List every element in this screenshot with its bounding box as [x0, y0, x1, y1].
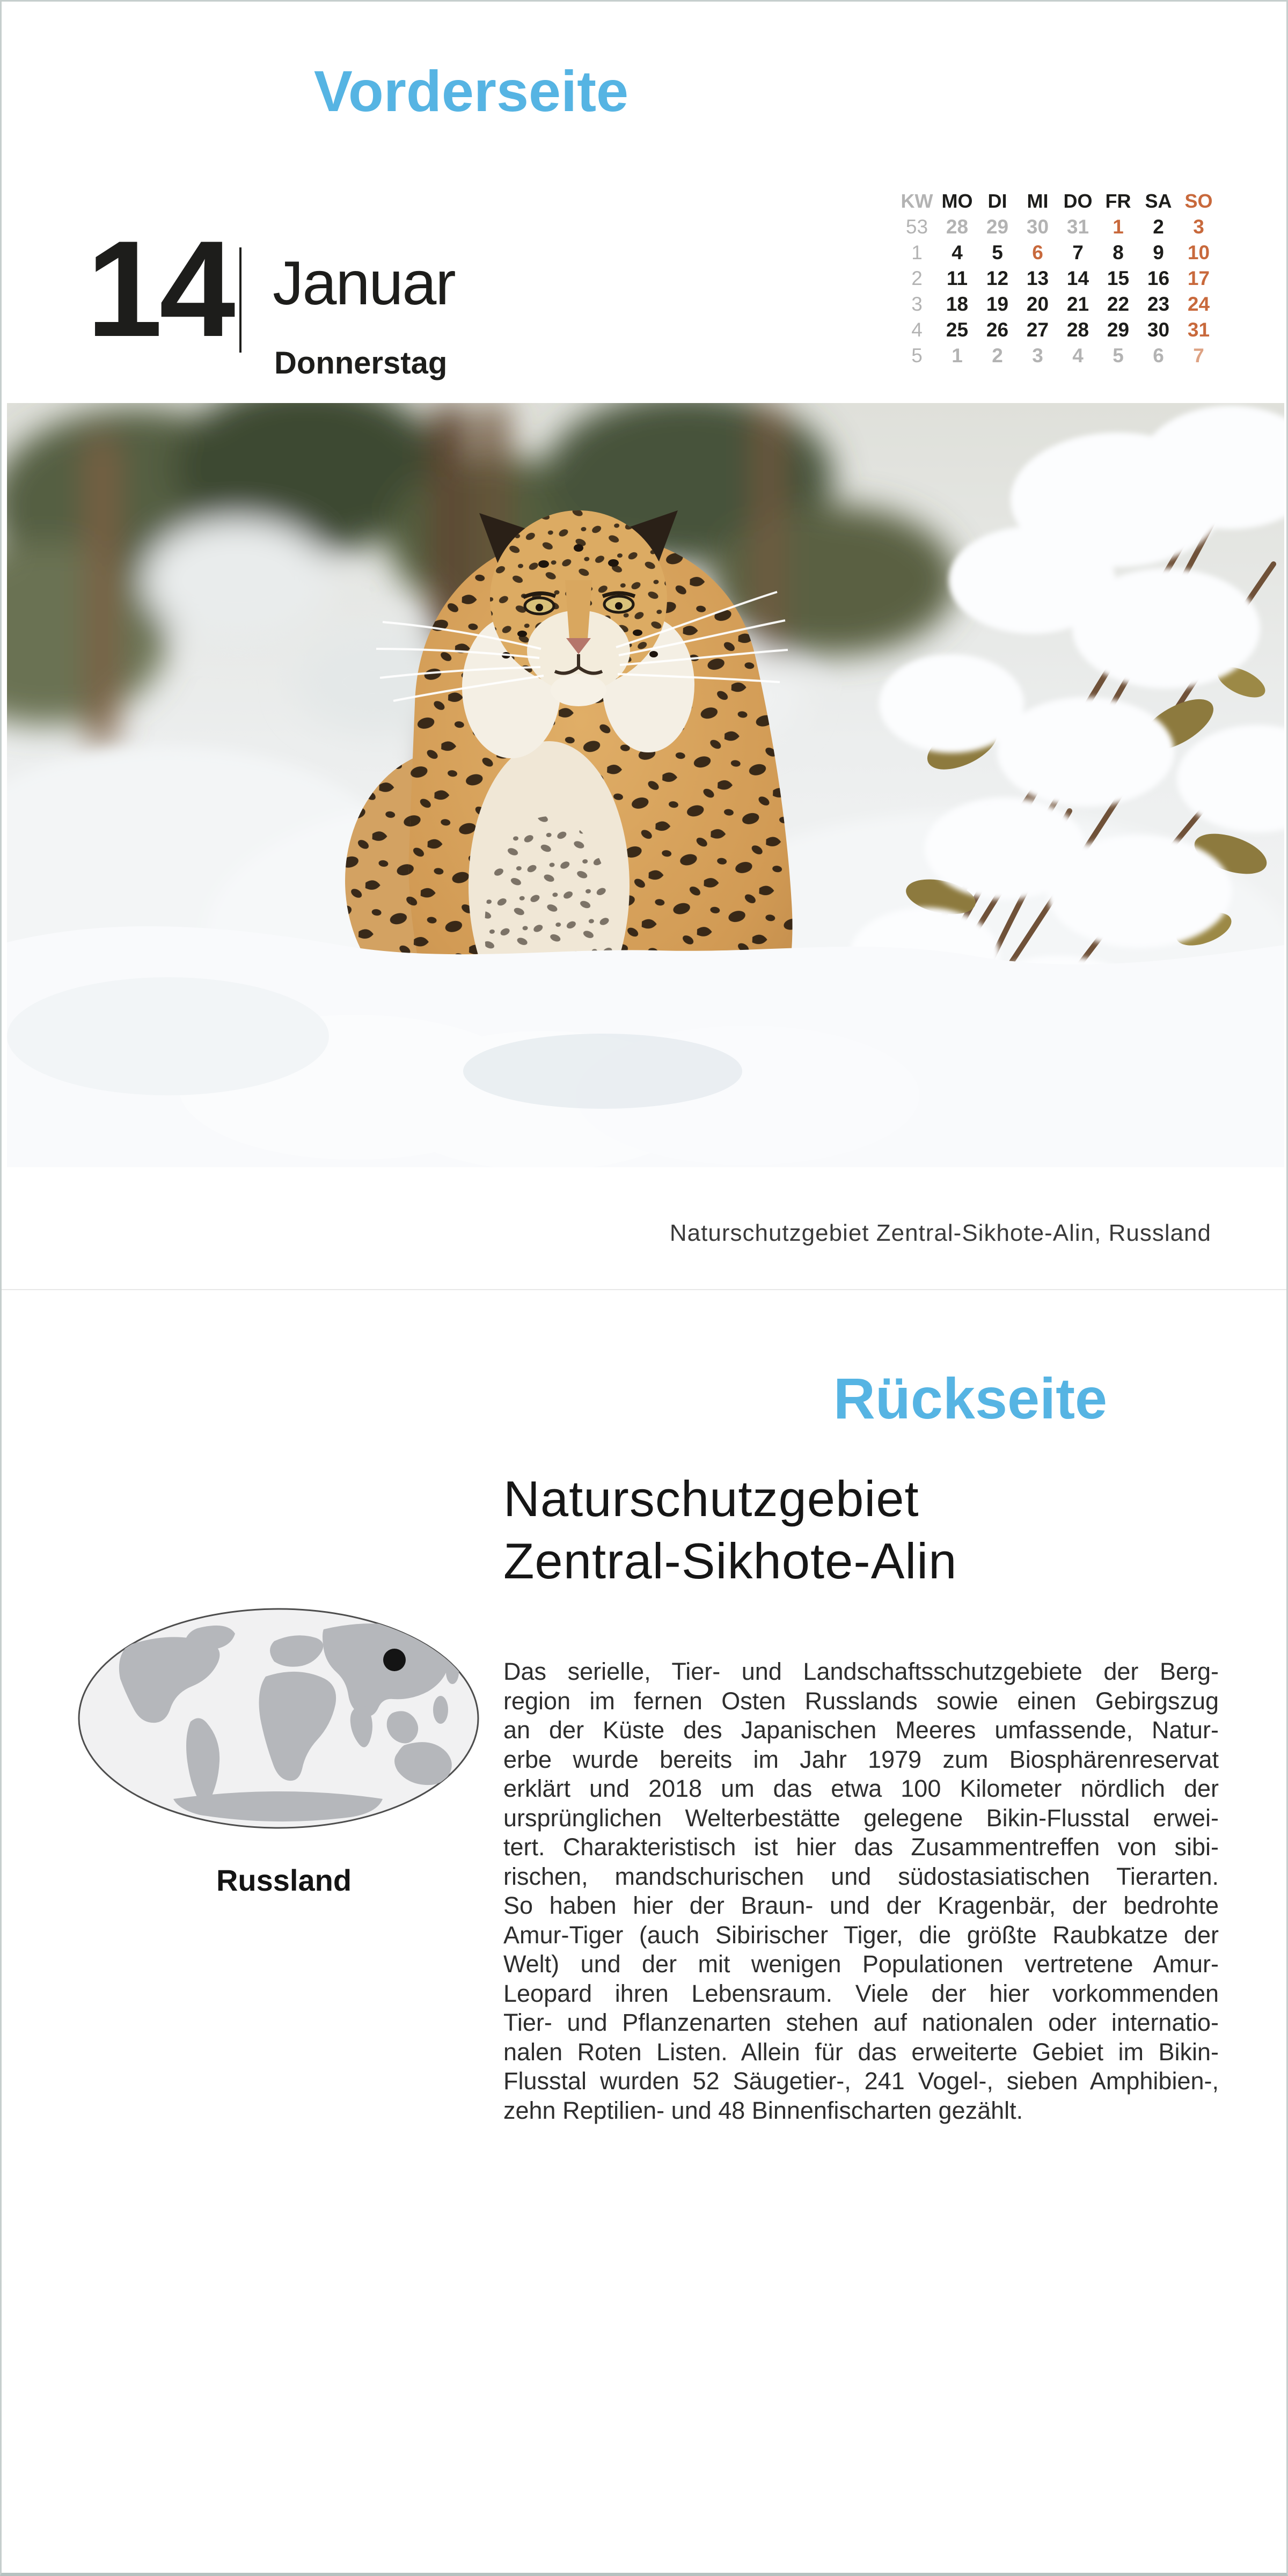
calendar-day-cell: 9	[1153, 241, 1164, 264]
calendar-day-cell: 25	[946, 319, 969, 341]
description-line: zehn Reptilien- und 48 Binnenfischarten gezählt.	[503, 2096, 1023, 2124]
map-country-label: Russland	[216, 1863, 352, 1897]
calendar-week-row	[897, 240, 1219, 266]
sheet-separator-line	[2, 1289, 1288, 1290]
calendar-day-cell: 6	[1032, 241, 1043, 264]
description-line: erbe wurde bereits im Jahr 1979 zum Biosphärenreservat	[503, 1745, 1219, 1773]
calendar-day-cell: 1	[952, 345, 963, 367]
calendar-day-cell: 20	[1026, 293, 1049, 315]
world-map-graphic	[77, 1608, 480, 1829]
calendar-day-cell: 11	[946, 267, 968, 289]
calendar-header-sa: SA	[1145, 190, 1172, 212]
calendar-week-row	[897, 317, 1219, 343]
calendar-day-cell: 21	[1066, 293, 1089, 315]
world-locator-map	[77, 1608, 480, 1829]
calendar-day-cell: 23	[1147, 293, 1170, 315]
calendar-day-cell: 3	[1032, 345, 1043, 367]
calendar-day-cell: 16	[1147, 267, 1170, 289]
calendar-header-mo: MO	[941, 190, 973, 212]
calendar-day-cell: 27	[1026, 319, 1049, 341]
day-number: 14	[86, 213, 232, 365]
calendar-day-cell: 15	[1107, 267, 1130, 289]
calendar-day-cell: 13	[1026, 267, 1049, 289]
description-line: an der Küste des Japanischen Meeres umfassende, Natur-	[503, 1716, 1219, 1744]
calendar-day-cell: 3	[1193, 216, 1204, 238]
description-line: nalen Roten Listen. Allein für das erweiterte Gebiet im Bikin-	[503, 2038, 1219, 2066]
calendar-day-cell: 30	[1026, 216, 1049, 238]
weekday-name: Donnerstag	[274, 346, 448, 380]
calendar-week-number: 1	[911, 241, 923, 264]
calendar-week-row	[897, 291, 1219, 317]
calendar-day-cell: 4	[952, 241, 963, 264]
description-line: Amur-Tiger (auch Sibirischer Tiger, die größte Raubkatze der	[503, 1921, 1219, 1949]
description-line: So haben hier der Braun- und der Kragenbär, der bedrohte	[503, 1892, 1219, 1919]
calendar-day-cell: 7	[1193, 345, 1204, 367]
description-line: Flusstal wurden 52 Säugetier-, 241 Vogel-, sieben Amphibien-,	[503, 2067, 1219, 2095]
calendar-header-so: SO	[1184, 190, 1213, 212]
calendar-day-cell: 31	[1187, 319, 1210, 341]
description-line: erklärt und 2018 um das etwa 100 Kilometer nördlich der	[503, 1775, 1219, 1802]
description-line: Leopard ihren Lebensraum. Viele der hier vorkommenden	[503, 1979, 1219, 2007]
calendar-day-cell: 22	[1107, 293, 1130, 315]
description-text	[503, 1657, 1219, 2125]
calendar-day-cell: 24	[1187, 293, 1210, 315]
calendar-week-number: 2	[911, 267, 923, 289]
calendar-day-cell: 10	[1187, 241, 1210, 264]
calendar-day-cell: 29	[986, 216, 1009, 238]
description-line: ursprünglichen Welterbestätte gelegene Bikin-Flusstal erwei-	[503, 1804, 1219, 1832]
calendar-week-row	[897, 266, 1219, 291]
calendar-day-cell: 30	[1147, 319, 1170, 341]
calendar-week-number: 53	[905, 216, 928, 238]
calendar-week-number: 3	[911, 293, 923, 315]
back-heading	[503, 1468, 957, 1592]
calendar-day-cell: 12	[986, 267, 1009, 289]
description-line: Tier- und Pflanzenarten stehen auf nationalen oder internatio-	[503, 2009, 1219, 2036]
mini-month-calendar	[897, 188, 1219, 369]
calendar-day-cell: 28	[1066, 319, 1089, 341]
calendar-day-cell: 5	[1113, 345, 1124, 367]
calendar-day-cell: 4	[1072, 345, 1084, 367]
calendar-day-cell: 7	[1072, 241, 1084, 264]
calendar-day-cell: 31	[1066, 216, 1089, 238]
calendar-header-kw: KW	[901, 190, 933, 212]
calendar-day-cell: 5	[992, 241, 1003, 264]
description-line: Welt) und der mit wenigen Populationen vertretene Amur-	[503, 1950, 1219, 1978]
calendar-day-cell: 19	[986, 293, 1009, 315]
calendar-day-cell: 6	[1153, 345, 1164, 367]
calendar-header-row	[897, 188, 1219, 214]
calendar-day-cell: 26	[986, 319, 1009, 341]
calendar-day-cell: 28	[946, 216, 969, 238]
month-name: Januar	[273, 249, 455, 318]
calendar-header-mi: MI	[1027, 190, 1049, 212]
calendar-header-di: DI	[987, 190, 1007, 212]
calendar-week-number: 5	[911, 345, 923, 367]
location-dot	[383, 1649, 406, 1671]
calendar-day-cell: 14	[1066, 267, 1089, 289]
description-line: Das serielle, Tier- und Landschaftsschutzgebiete der Berg-	[503, 1658, 1219, 1685]
back-section-label: Rückseite	[833, 1366, 1108, 1431]
calendar-day-cell: 18	[946, 293, 969, 315]
calendar-header-fr: FR	[1105, 190, 1131, 212]
calendar-day-cell: 2	[1153, 216, 1164, 238]
header-divider-line	[239, 247, 241, 353]
calendar-day-cell: 8	[1113, 241, 1124, 264]
front-section-label: Vorderseite	[313, 58, 629, 123]
calendar-week-row	[897, 214, 1219, 240]
calendar-week-number: 4	[911, 319, 923, 341]
description-line: tert. Charakteristisch ist hier das Zusammentreffen von sibi-	[503, 1833, 1219, 1861]
calendar-header-do: DO	[1063, 190, 1093, 212]
calendar-day-cell: 2	[992, 345, 1003, 367]
calendar-day-cell: 29	[1107, 319, 1130, 341]
description-line: region im fernen Osten Russlands sowie einen Gebirgszug	[503, 1687, 1219, 1715]
calendar-day-cell: 1	[1113, 216, 1124, 238]
back-heading-line2: Zentral-Sikhote-Alin	[503, 1533, 957, 1589]
back-heading-line1: Naturschutzgebiet	[503, 1470, 919, 1527]
calendar-week-row	[897, 343, 1219, 369]
photo-caption: Naturschutzgebiet Zentral-Sikhote-Alin, Russland	[669, 1220, 1211, 1246]
leopard-photo	[7, 403, 1284, 1167]
leopard-photo-illustration	[7, 403, 1284, 1167]
description-line: rischen, mandschurischen und südostasiatischen Tierarten.	[503, 1862, 1219, 1890]
calendar-day-cell: 17	[1187, 267, 1210, 289]
